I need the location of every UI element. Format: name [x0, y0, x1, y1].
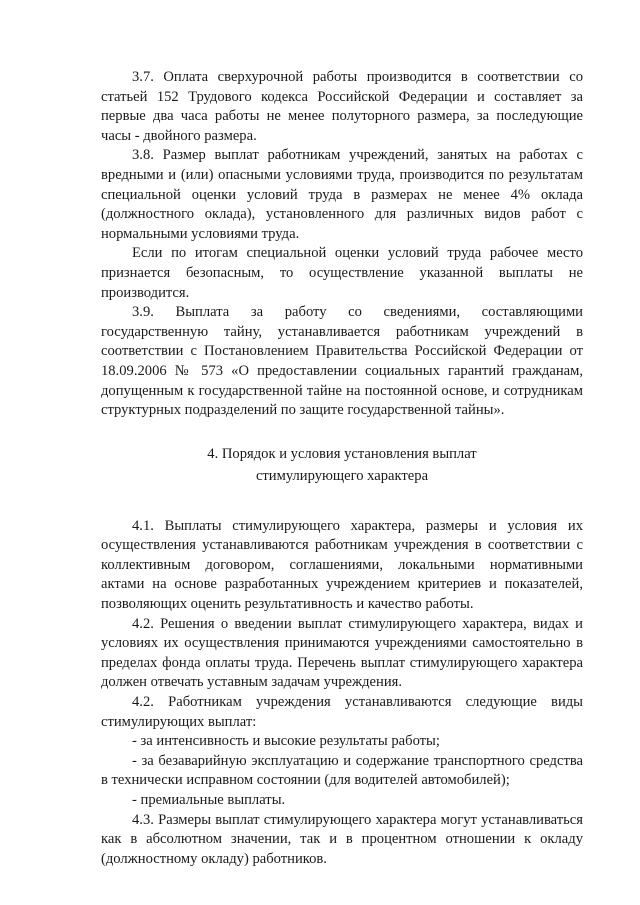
section-heading-line2: стимулирующего характера: [255, 467, 429, 484]
list-item: - премиальные выплаты.: [132, 792, 286, 808]
paragraph-4-2: 4.2. Решения о введении выплат стимулирующего характера, видах и условиях их осуществления принимаются учреждениями самостоятельно в пределах фонда оплаты труда. Перечень выплат стимулирующего характера должен отвечать уставным задачам учреждения.: [101, 615, 583, 691]
list-item: - за безаварийную эксплуатацию и содержание транспортного средства в технически исправном состоянии (для водителей автомобилей);: [101, 752, 583, 789]
paragraph-4-3: 4.3. Размеры выплат стимулирующего характера могут устанавливаться как в абсолютном значении, так и в процентном отношении к окладу (должностному окладу) работников.: [101, 811, 583, 867]
section-heading: [101, 443, 583, 487]
paragraph-3-8: 3.8. Размер выплат работникам учреждений, занятых на работах с вредными и (или) опасными условиями труда, производится по результатам специальной оценки условий труда в размерах не менее 4% оклада (должностного оклада), установленного для различных видов работ с нормальными условиями труда.: [101, 147, 583, 242]
paragraph-4-2-types: 4.2. Работникам учреждения устанавливаются следующие виды стимулирующих выплат:: [101, 694, 583, 730]
paragraph-3-7: 3.7. Оплата сверхурочной работы производится в соответствии со статьей 152 Трудового кодекса Российской Федерации и составляет за первые два часа работы не менее полуторного размера, за последующие часы - двойного размера.: [101, 69, 583, 144]
document-body: [101, 68, 583, 869]
section-heading-line1: 4. Порядок и условия установления выплат: [207, 445, 477, 462]
paragraph-3-8-note: Если по итогам специальной оценки условий труда рабочее место признается безопасным, то осуществление указанной выплаты не производится.: [101, 245, 583, 301]
paragraph-4-1: 4.1. Выплаты стимулирующего характера, размеры и условия их осуществления устанавливаются работникам учреждения в соответствии с коллективным договором, соглашениями, локальными нормативными актами на основе разработанных учреждением критериев и показателей, позволяющих оценить результативность и качество работы.: [101, 517, 583, 613]
paragraph-3-9: 3.9. Выплата за работу со сведениями, составляющими государственную тайну, устанавливается работникам учреждений в соответствии с Постановлением Правительства Российской Федерации от 18.09.2006 № 573 «О предоставлении социальных гарантий гражданам, допущенным к государственной тайне на постоянной основе, и сотрудникам структурных подразделений по защите государственной тайны».: [101, 304, 583, 419]
list-item: - за интенсивность и высокие результаты работы;: [132, 733, 440, 750]
